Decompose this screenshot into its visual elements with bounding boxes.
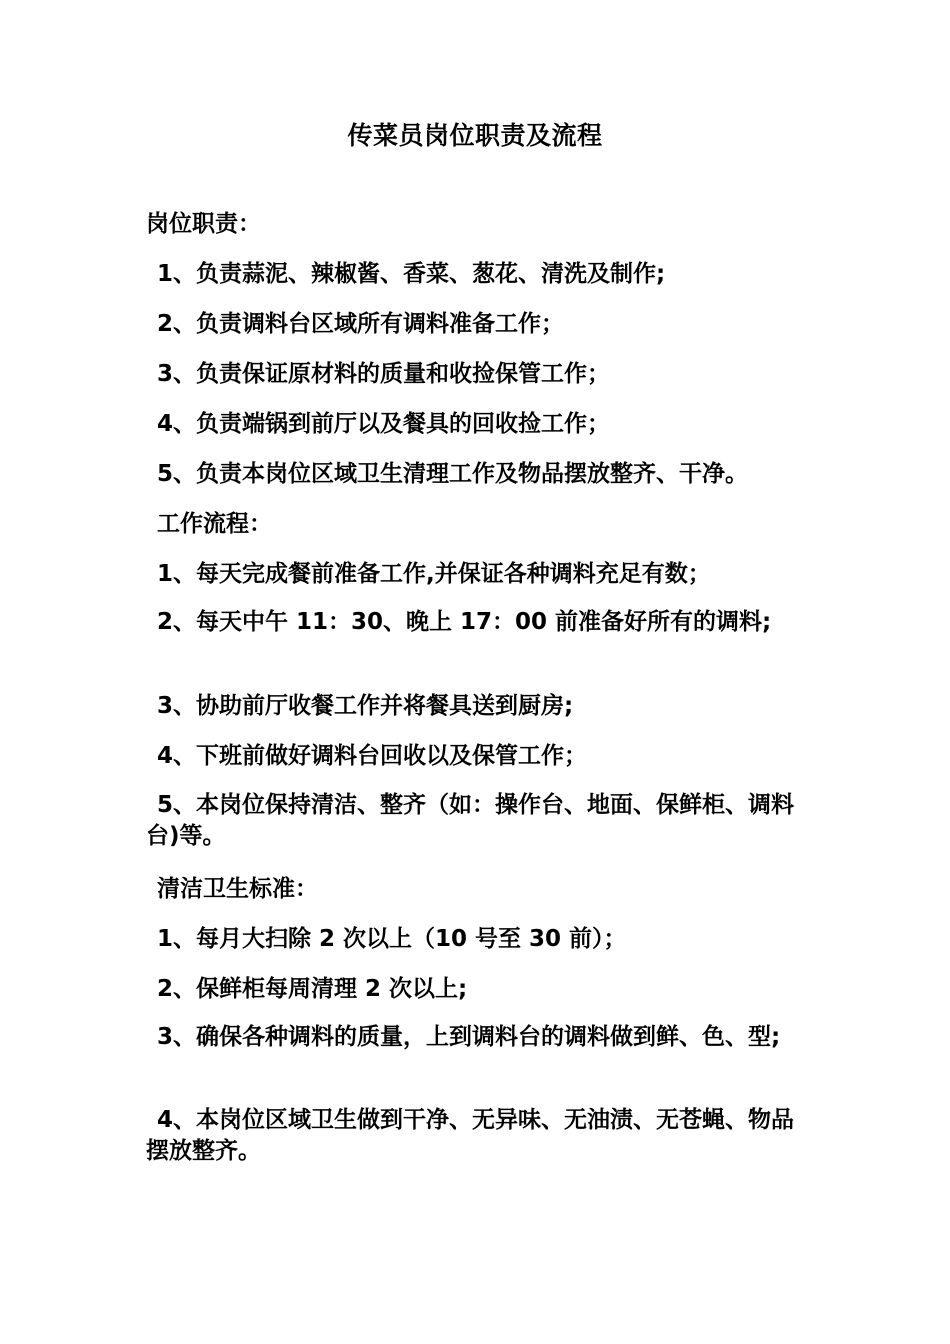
list-item: 1、每天完成餐前准备工作,并保证各种调料充足有数；	[157, 561, 711, 587]
list-item: 2、保鲜柜每周清理 2 次以上;	[157, 976, 468, 1002]
document-title: 传菜员岗位职责及流程	[347, 121, 603, 150]
list-item: 2、每天中午 11：30、晚上 17：00 前准备好所有的调料;	[157, 609, 772, 635]
list-item: 1、负责蒜泥、辣椒酱、香菜、葱花、清洗及制作;	[157, 261, 666, 287]
section-heading-workflow: 工作流程：	[157, 511, 272, 537]
list-item: 2、负责调料台区域所有调料准备工作；	[157, 311, 565, 337]
list-item: 1、每月大扫除 2 次以上（10 号至 30 前）；	[157, 926, 627, 952]
list-item: 4、本岗位区域卫生做到干净、无异味、无油渍、无苍蝇、物品摆放整齐。	[146, 1107, 795, 1164]
list-item: 5、负责本岗位区域卫生清理工作及物品摆放整齐、干净。	[157, 461, 749, 487]
list-item: 3、协助前厅收餐工作并将餐具送到厨房;	[157, 693, 574, 719]
section-heading-hygiene: 清洁卫生标准：	[157, 876, 318, 902]
list-item: 4、负责端锅到前厅以及餐具的回收捡工作；	[157, 411, 611, 437]
section-heading-duties: 岗位职责：	[146, 211, 261, 237]
list-item: 3、负责保证原材料的质量和收捡保管工作；	[157, 361, 611, 387]
list-item: 4、下班前做好调料台回收以及保管工作；	[157, 743, 588, 769]
list-item: 5、本岗位保持清洁、整齐（如：操作台、地面、保鲜柜、调料台)等。	[146, 792, 795, 849]
list-item: 3、确保各种调料的质量，上到调料台的调料做到鲜、色、型;	[157, 1024, 781, 1050]
